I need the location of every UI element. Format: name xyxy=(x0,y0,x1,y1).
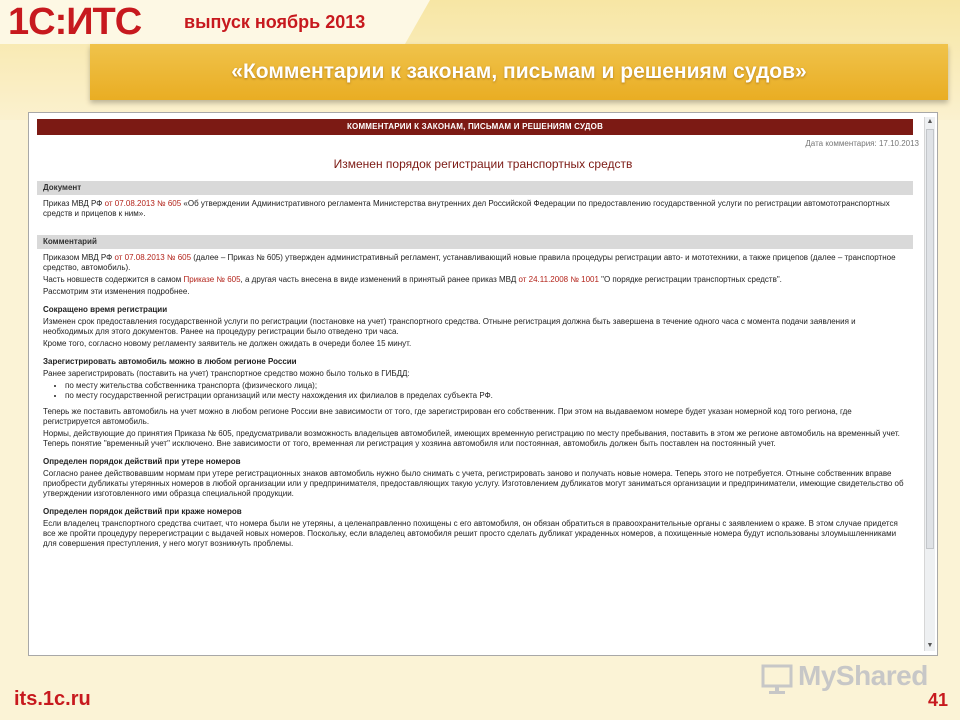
vertical-scrollbar[interactable] xyxy=(924,117,935,651)
order-1001-link[interactable]: от 24.11.2008 № 1001 xyxy=(518,275,599,284)
order-605-link[interactable]: Приказе № 605 xyxy=(183,275,241,284)
heading-time: Сокращено время регистрации xyxy=(43,305,168,314)
screenshot-panel xyxy=(28,112,938,656)
logo: 1С:ИТС xyxy=(8,1,142,43)
section-document: Документ xyxy=(37,181,913,195)
page-number: 41 xyxy=(927,690,948,710)
scroll-thumb[interactable] xyxy=(926,129,934,549)
paragraph: Изменен срок предоставления государственной услуги по регистрации (постановке на учет) транспортного средства. Отныне регистрация должна быть завершена в течение одного часа с момента подачи заявления и необходимых для этого документов. Ранее на процедуру регистрации было отведено три часа. xyxy=(43,317,856,336)
scroll-up-icon[interactable]: ▲ xyxy=(926,118,934,125)
slide-title: «Комментарии к законам, письмам и решениям судов» xyxy=(231,60,807,83)
list-item: • по месту государственной регистрации организаций или месту нахождения их филиалов в пределах субъекта РФ. xyxy=(65,391,905,401)
paragraph: Нормы, действующие до принятия Приказа № 605, предусматривали возможность владельцев автомобилей, имеющих временную регистрацию по месту пребывания, поставить в этом же регионе автомобиль на временный учет. Теперь понятие "временный учет" исключено. Вне зависимости от того, временная ли регистрация у хозяина автомобиля или постоянная, автомобиль должен быть поставлен на постоянный учет. xyxy=(43,429,900,448)
intro-line: Рассмотрим эти изменения подробнее. xyxy=(43,287,190,296)
heading-stolen-plates: Определен порядок действий при краже номеров xyxy=(43,507,242,516)
document-title: Изменен порядок регистрации транспортных средств xyxy=(333,157,633,171)
order-link[interactable]: от 07.08.2013 № 605 xyxy=(114,253,192,262)
watermark: MyShared xyxy=(798,660,928,691)
comment-text: Приказом МВД РФ от 07.08.2013 № 605 (далее – Приказ № 605) утвержден административный регламент, устанавливающий новые правила процедуры регистрации авто- и мототехники, а также прицепов (далее – транспортное средство, автомобиль). Часть новшеств содержится в самом Приказе № 605, а другая часть внесена в виде изменений в принятый ранее приказ МВД от 24.11.2008 № 1001 "О порядке регистрации транспортных средств". Рассмотрим эти изменения подробнее. Сокращено время регистрации Изменен срок предоставления государственной услуги по регистрации (постановке на учет) транспортного средства. Отныне регистрация должна быть завершена в течение одного часа с момента подачи заявления и необходимых для этого документов. Ранее на процедуру регистрации было отведено три часа. Кроме того, согласно новому регламенту заявитель не должен ожидать в очереди более 15 минут. Зарегистрировать автомобиль можно в любом регионе России Ранее зарегистрировать (поставить на учет) транспортное средство можно было только в ГИБДД: • по месту жительства собственника транспорта (физического лица); • по месту государственной регистрации организаций или месту нахождения их филиалов в пределах субъекта РФ. Теперь же поставить автомобиль на учет можно в любом регионе России вне зависимости от того, где зарегистрирован его собственник. При этом на выдаваемом номере будет указан номерной код того региона, где регистрируется автомобиль. Нормы, действующие до принятия Приказа № 605, предусматривали возможность владельцев автомобилей, имеющих временную регистрацию по месту пребывания, поставить в этом же регионе автомобиль на временный учет. Теперь понятие "временный учет" исключено. Вне зависимости от того, временная ли регистрация у хозяина автомобиля или постоянная, автомобиль должен быть поставлен на постоянный учет. Определен порядок действий при утере номеров Согласно ранее действовавшим нормам при утере регистрационных знаков автомобиль нужно было снимать с учета, регистрировать заново и получать новые номера. Теперь этого не потребуется. Отныне собственник вправе приобрести дубликаты утерянных номеров в любой организации или у предпринимателя, предоставляющих такую услугу. Изготовлением дубликатов могут заниматься организации и предприниматели, имеющие свидетельство об утверждении изготовленного ими образца специальной продукции. Определен порядок действий при краже номеров Если владелец транспортного средства считает, что номера были не утеряны, а целенаправленно похищены с его автомобиля, он обязан обратиться в правоохранительные органы с заявлением о краже. В этом случае придется все же пройти процедуру перерегистрации с выдачей новых номеров. Поскольку, если владелец автомобиля решит просто сделать дубликат украденных номеров, а похищенные номера будут использованы злоумышленниками для совершения преступления, у него могут возникнуть проблемы. xyxy=(43,253,905,551)
document-text: Приказ МВД РФ от 07.08.2013 № 605 «Об утверждении Административного регламента Министерства внутренних дел Российской Федерации по предоставлению государственной услуги по регистрации автомототранспортных средств и прицепов к ним». xyxy=(43,199,890,218)
comment-date: Дата комментария: 17.10.2013 xyxy=(805,139,919,148)
panel-header: КОММЕНТАРИИ К ЗАКОНАМ, ПИСЬМАМ И РЕШЕНИЯМ СУДОВ xyxy=(37,119,913,135)
issue-label: выпуск ноябрь 2013 xyxy=(184,12,366,32)
presentation-icon xyxy=(760,662,794,696)
scroll-down-icon[interactable]: ▼ xyxy=(926,642,934,649)
heading-region: Зарегистрировать автомобиль можно в любом регионе России xyxy=(43,357,297,366)
paragraph: Согласно ранее действовавшим нормам при утере регистрационных знаков автомобиль нужно было снимать с учета, регистрировать заново и получать новые номера. Теперь этого не потребуется. Отныне собственник вправе приобрести дубликаты утерянных номеров в любой организации или у предпринимателя, предоставляющих такую услугу. Изготовлением дубликатов могут заниматься организации и предприниматели, имеющие свидетельство об утверждении изготовленного ими образца специальной продукции. xyxy=(43,469,904,498)
paragraph: Если владелец транспортного средства считает, что номера были не утеряны, а целенаправленно похищены с его автомобиля, он обязан обратиться в правоохранительные органы с заявлением о краже. В этом случае придется все же пройти процедуру перерегистрации с выдачей новых номеров. Поскольку, если владелец автомобиля решит просто сделать дубликат украденных номеров, а похищенные номера будут использованы злоумышленниками для совершения преступления, у него могут возникнуть проблемы. xyxy=(43,519,898,548)
list-item: • по месту жительства собственника транспорта (физического лица); xyxy=(65,381,905,391)
paragraph: Теперь же поставить автомобиль на учет можно в любом регионе России вне зависимости от того, где зарегистрирован его собственник. При этом на выдаваемом номере будет указан номерной код того региона, где регистрируется автомобиль. xyxy=(43,407,852,426)
footer-url[interactable]: its.1c.ru xyxy=(14,688,91,710)
paragraph: Кроме того, согласно новому регламенту заявитель не должен ожидать в очереди более 15 минут. xyxy=(43,339,412,348)
paragraph: Ранее зарегистрировать (поставить на учет) транспортное средство можно было только в ГИБДД: xyxy=(43,369,410,378)
section-comment: Комментарий xyxy=(37,235,913,249)
heading-lost-plates: Определен порядок действий при утере номеров xyxy=(43,457,241,466)
document-link[interactable]: от 07.08.2013 № 605 xyxy=(104,199,182,208)
title-band xyxy=(90,44,948,100)
bullet-list xyxy=(43,381,905,401)
